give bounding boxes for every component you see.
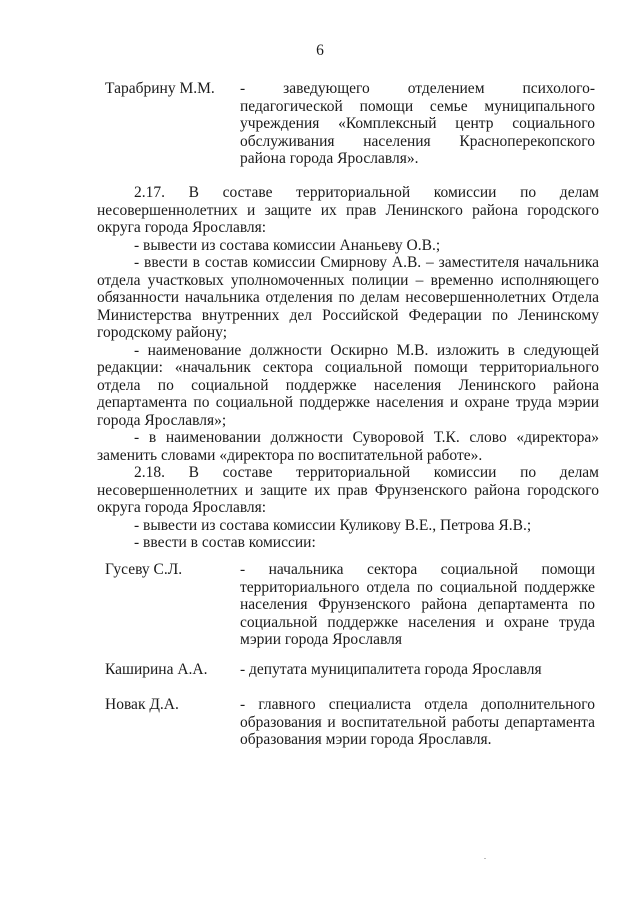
amendments-text [97,184,599,552]
member-name: Каширина А.А. [105,661,208,678]
paragraph-2-17: 2.17. В составе территориальной комиссии по делам несовершеннолетних и защите их прав Ленинского района городского округа города Ярославля: [97,184,599,236]
paragraph-2-18: 2.18. В составе территориальной комиссии по делам несовершеннолетних и защите их прав Фрунзенского района городского округа города Ярославля: [97,464,599,516]
page-number: 6 [316,42,324,59]
paragraph-add-1: - ввести в состав комиссии Смирнову А.В. – заместителя начальника отдела участковых уполномоченных полиции – временно исполняющего обязанности начальника отделения по делам несовершеннолетних Отдела Министерства внутренних дел Российской Федерации по Ленинскому городскому району; [97,254,599,341]
paragraph-remove-2: - вывести из состава комиссии Куликову В.Е., Петрова Я.В.; [134,516,532,534]
member-description: - начальника сектора социальной помощи территориального отдела по социальной поддержке населения Фрунзенского района департамента по социальной поддержке населения и охране труда мэрии города Ярославля [240,561,595,649]
member-description: - депутата муниципалитета города Ярославля [240,661,542,678]
member-name: Новак Д.А. [105,696,179,713]
paragraph-rename-2: - в наименовании должности Суворовой Т.К. слово «директора» заменить словами «директора по воспитательной работе». [97,429,599,464]
entry-description: - заведующего отделением психолого-педагогической помощи семье муниципального учреждения «Комплексный центр социального обслуживания населения Красноперекопского района города Ярославля». [240,80,595,168]
paragraph-remove-1: - вывести из состава комиссии Ананьеву О.В.; [134,236,441,254]
member-name: Гусеву С.Л. [105,561,183,578]
member-description: - главного специалиста отдела дополнительного образования и воспитательной работы департамента образования мэрии города Ярославля. [240,696,595,749]
paragraph-rename-1: - наименование должности Оскирно М.В. изложить в следующей редакции: «начальник сектора социальной помощи территориального отдела по социальной поддержке населения Ленинского района департамента по социальной поддержке населения и охране труда мэрии города Ярославля»; [97,341,599,429]
entry-name: Тарабрину М.М. [105,80,215,97]
scan-speck [484,858,486,859]
paragraph-add-2: - ввести в состав комиссии: [134,534,316,551]
